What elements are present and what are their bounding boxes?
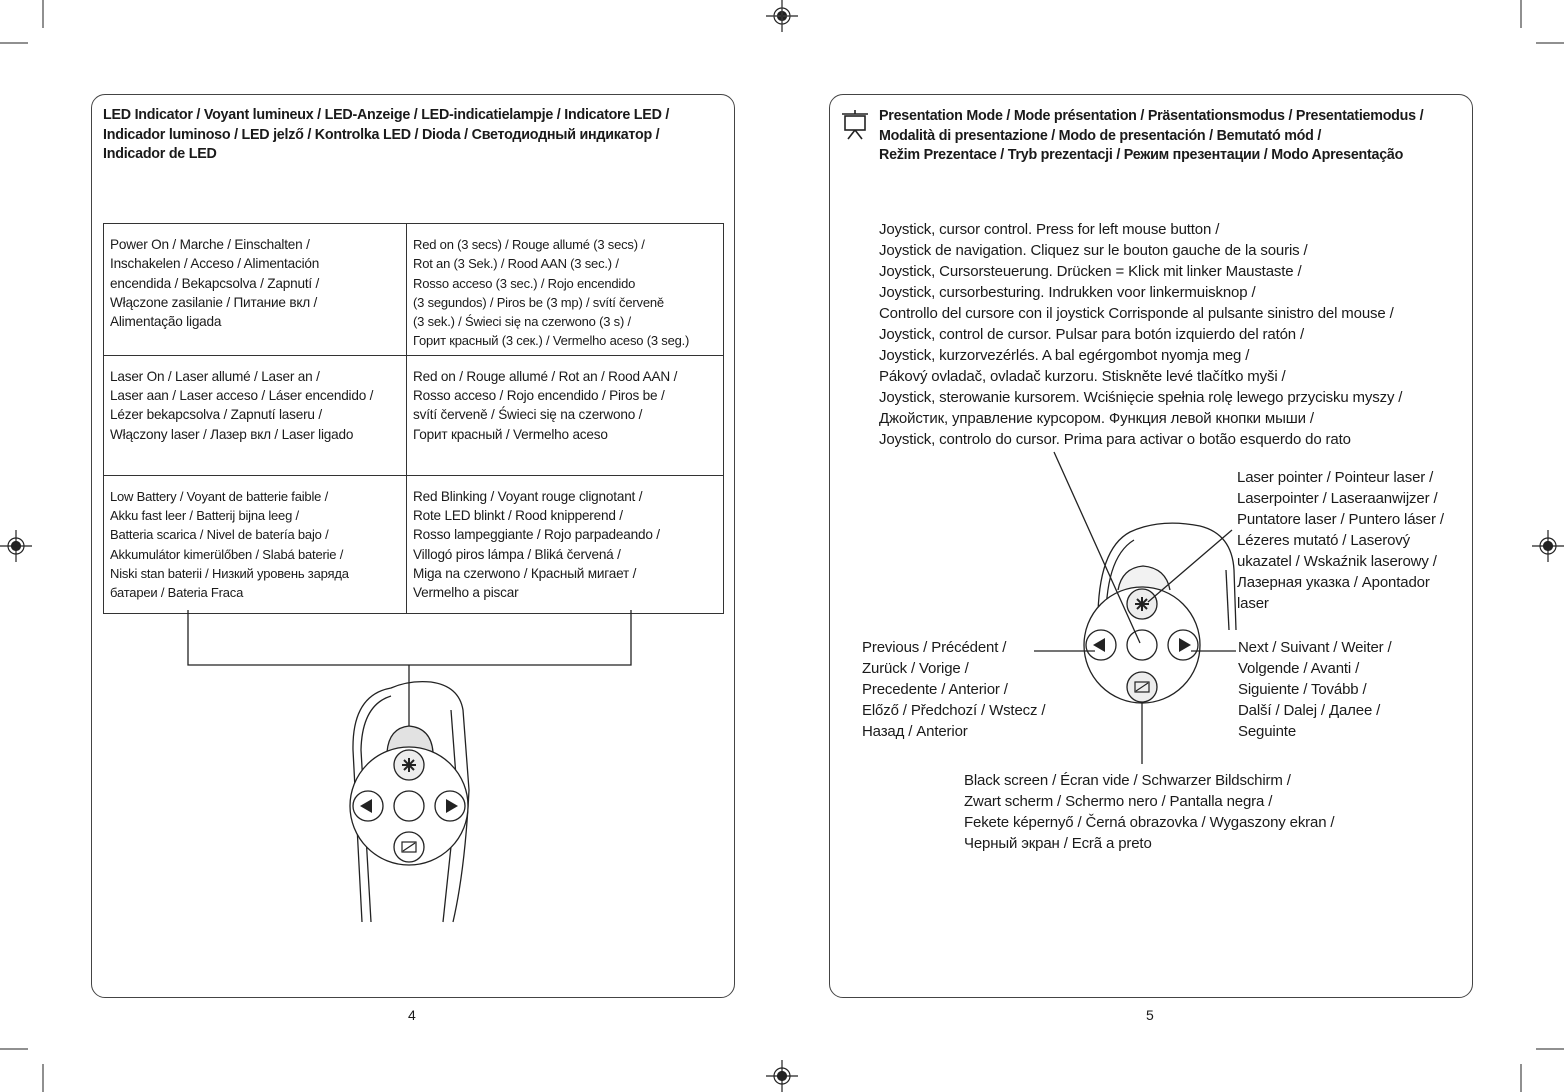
table-cell-state: Laser On / Laser allumé / Laser an / Laser aan / Laser acceso / Láser encendido / Lézer bekapcsolva / Zapnutí laseru / Włączony laser / Лазер вкл / Laser ligado: [104, 355, 407, 475]
right-remote-illustration: [1000, 440, 1420, 780]
black-screen-label: Black screen / Écran vide / Schwarzer Bildschirm / Zwart scherm / Schermo nero / Pantalla negra / Fekete képernyő / Černá obrazovka / Wygaszony ekran / Черный экран / Ecrã a preto: [964, 772, 1335, 852]
table-row: [104, 224, 724, 356]
laser-pointer-label: Laser pointer / Pointeur laser / Laserpointer / Laseraanwijzer / Puntatore laser / Puntero láser / Lézeres mutató / Laserový ukazatel / Wskaźnik laserowy / Лазерная указка / Apontador laser: [1237, 469, 1444, 612]
laser-star-icon: [1135, 597, 1149, 611]
registration-mark-bottom: [766, 1060, 798, 1092]
table-cell-indication: Red Blinking / Voyant rouge clignotant / Rote LED blinkt / Rood knipperend / Rosso lampeggiante / Rojo parpadeando / Villogó piros lámpa / Bliká červená / Miga na czerwono / Красный мигает / Vermelho a piscar: [407, 475, 724, 613]
table-row: [104, 475, 724, 613]
laser-star-icon: [402, 758, 416, 772]
presentation-mode-heading: Presentation Mode / Mode présentation / Präsentationsmodus / Presentatiemodus / Modalità di presentazione / Modo de presentación / Bemutató mód / Režim Prezentace / Tryb prezentacji / Режим презентации / Modo Apresentação: [879, 108, 1424, 163]
registration-mark-right: [1532, 530, 1564, 562]
led-indicator-table: [103, 223, 724, 614]
table-cell-indication: Red on (3 secs) / Rouge allumé (3 secs) / Rot an (3 Sek.) / Rood AAN (3 sec.) / Rosso acceso (3 sec.) / Rojo encendido (3 segundos) / Piros be (3 mp) / svítí červeně (3 sek.) / Świeci się na czerwono (3 s) / Горит красный (3 сек.) / Vermelho aceso (3 seg.): [407, 224, 724, 356]
registration-mark-top: [766, 0, 798, 32]
table-row: [104, 355, 724, 475]
left-remote-illustration: [91, 600, 735, 1000]
joystick-description: Joystick, cursor control. Press for left mouse button / Joystick de navigation. Cliquez sur le bouton gauche de la souris / Joystick, Cursorsteuerung. Drücken = Klick mit linker Maustaste / Joystick, cursorbesturing. Indrukken voor linkermuisknop / Controllo del cursore con il joystick Corrisponde al pulsante sinistro del mouse / Joystick, control de cursor. Pulsar para botón izquierdo del ratón / Joystick, kurzorvezérlés. A bal egérgombot nyomja meg / Pákový ovladač, ovladač kurzoru. Stiskněte levé tlačítko myši / Joystick, sterowanie kursorem. Wciśnięcie spełnia rolę lewego przycisku myszy / Джойстик, управление курсором. Функция левой кнопки мыши / Joystick, controlo do cursor. Prima para activar o botão esquerdo do rato: [879, 221, 1403, 448]
joystick-button: [1127, 630, 1157, 660]
presentation-screen-icon: [840, 110, 870, 140]
page-number-left: 4: [408, 1007, 416, 1023]
table-cell-state: Low Battery / Voyant de batterie faible / Akku fast leer / Batterij bijna leeg / Batteria scarica / Nivel de batería bajo / Akkumulátor kimerülőben / Slabá baterie / Niski stan baterii / Низкий уровень заряда батареи / Bateria Fraca: [104, 475, 407, 613]
previous-label: Previous / Précédent / Zurück / Vorige / Precedente / Anterior / Előző / Předchozí / Wstecz / Назад / Anterior: [862, 639, 1046, 740]
next-label: Next / Suivant / Weiter / Volgende / Avanti / Siguiente / Tovább / Další / Dalej / Далее / Seguinte: [1238, 639, 1392, 740]
table-cell-indication: Red on / Rouge allumé / Rot an / Rood AAN / Rosso acceso / Rojo encendido / Piros be / svítí červeně / Świeci się na czerwono / Горит красный / Vermelho aceso: [407, 355, 724, 475]
table-cell-state: Power On / Marche / Einschalten / Inschakelen / Acceso / Alimentación encendida / Bekapcsolva / Zapnutí / Włączone zasilanie / Питание вкл / Alimentação ligada: [104, 224, 407, 356]
led-indicator-heading: LED Indicator / Voyant lumineux / LED-Anzeige / LED-indicatielampje / Indicatore LED / Indicador luminoso / LED jelző / Kontrolka LED / Dioda / Светодиодный индикатор / Indicador de LED: [103, 107, 670, 162]
page-number-right: 5: [1146, 1007, 1154, 1023]
laser-leader-line: [1148, 530, 1232, 602]
registration-mark-left: [0, 530, 32, 562]
table-bracket-line: [188, 610, 631, 665]
